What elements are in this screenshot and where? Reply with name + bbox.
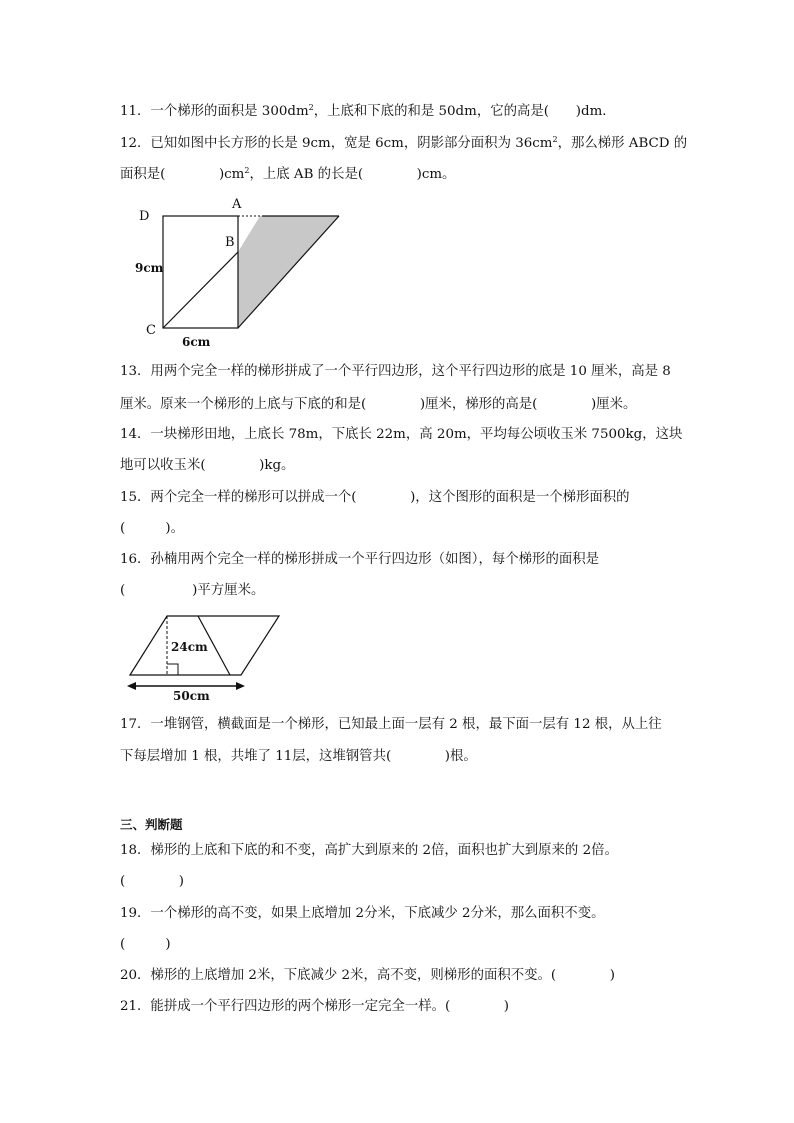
label-a: A — [232, 197, 242, 212]
q16-text-line1: 16．孙楠用两个完全一样的梯形拼成一个平行四边形（如图），每个梯形的面积是 — [120, 552, 600, 567]
label-b: B — [225, 235, 235, 250]
q11-text: 11．一个梯形的面积是 $300dm^2$，上底和下底的和是 50dm，它的高是( )dm． — [120, 103, 616, 119]
q12-text-line1: 12．已知如图中长方形的长是 9cm，宽是 6cm，阴影部分面积为 $36cm^2$，那么梯形 ABCD 的 — [120, 135, 688, 151]
q13-text-line1: 13．用两个完全一样的梯形拼成了一个平行四边形，这个平行四边形的底是 10 厘米，高是 8 — [120, 364, 671, 379]
q18-text-line1: 18．梯形的上底和下底的和不变，高扩大到原来的 2倍，面积也扩大到原来的 2倍。 — [120, 843, 618, 858]
arrow-head-right — [236, 682, 245, 690]
q17-text-line2: 下每层增加 1 根，共堆了 11层，这堆钢管共( )根。 — [120, 749, 477, 764]
q19-text-line1: 19．一个梯形的高不变，如果上底增加 2分米，下底减少 2分米，那么面积不变。 — [120, 906, 605, 921]
q16-text-line2: ( )平方厘米。 — [120, 583, 265, 598]
label-width: 6cm — [182, 335, 211, 349]
q21-text: 21．能拼成一个平行四边形的两个梯形一定完全一样。( ) — [120, 999, 510, 1014]
arrow-head-left — [127, 682, 136, 690]
q20-text: 20．梯形的上底增加 2米，下底减少 2米，高不变，则梯形的面积不变。( ) — [120, 968, 615, 983]
label-height: 9cm — [135, 261, 164, 275]
q18-answer-blank: ( ) — [120, 874, 185, 889]
section-heading: 三、判断题 — [120, 817, 183, 832]
q15-text-line2: ( )。 — [120, 521, 185, 536]
q19-answer-blank: ( ) — [120, 937, 171, 952]
label-height: 24cm — [171, 640, 208, 654]
q14-text-line2: 地可以收玉米( )kg。 — [120, 458, 295, 473]
q17-text-line1: 17．一堆钢管，横截面是一个梯形，已知最上面一层有 2 根，最下面一层有 12 根，从上往 — [120, 717, 662, 732]
label-d: D — [139, 209, 150, 224]
q12-text-line2: 面积是( )$cm^2$，上底 AB 的长是( )cm。 — [120, 166, 456, 182]
label-c: C — [146, 323, 156, 338]
q15-text-line1: 15．两个完全一样的梯形可以拼成一个( )，这个图形的面积是一个梯形面积的 — [120, 490, 630, 505]
q14-text-line1: 14．一块梯形田地，上底长 78m，下底长 22m，高 20m，平均每公顷收玉米 7500kg，这块 — [120, 427, 683, 442]
label-width: 50cm — [173, 689, 210, 703]
right-angle-mark — [167, 664, 178, 675]
q13-text-line2: 厘米。原来一个梯形的上底与下底的和是( )厘米，梯形的高是( )厘米。 — [120, 397, 637, 412]
